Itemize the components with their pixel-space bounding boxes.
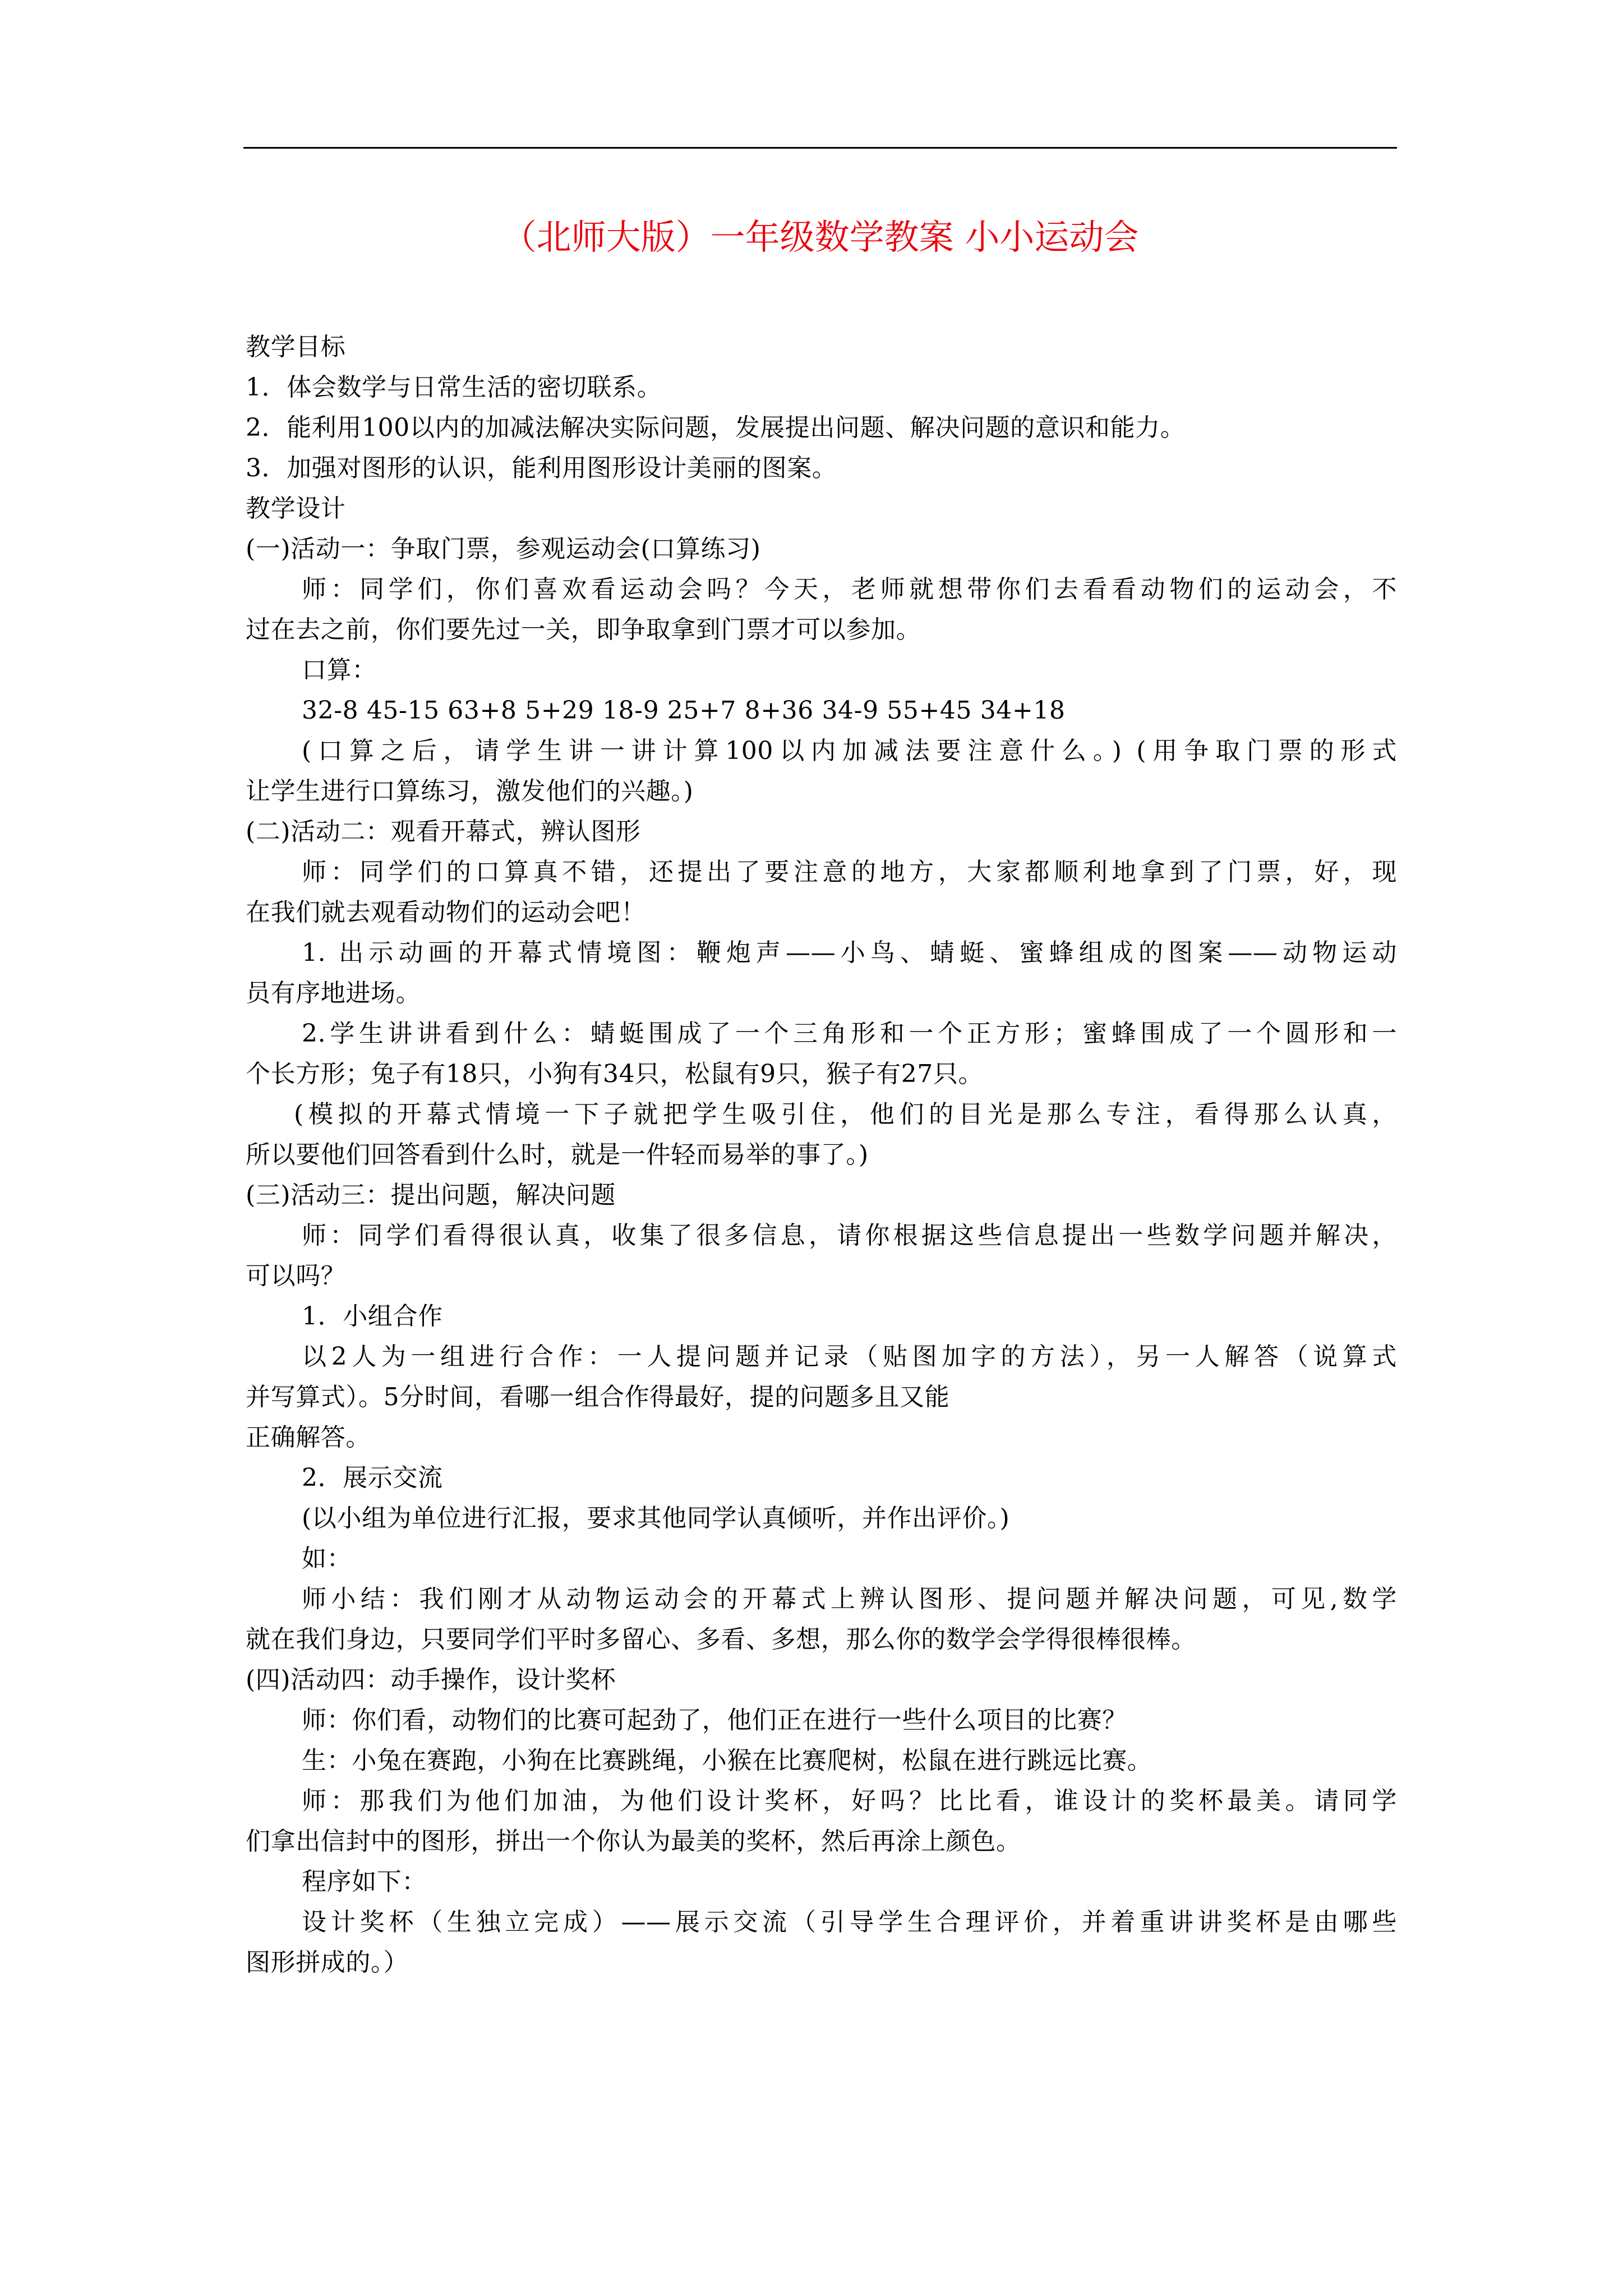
body-line: 2．展示交流: [302, 1464, 443, 1492]
document-body: [246, 327, 1397, 1983]
body-line: 过在去之前，你们要先过一关，即争取拿到门票才可以参加。: [246, 615, 921, 644]
body-line: 并写算式）。5分时间，看哪一组合作得最好，提的问题多且又能: [246, 1383, 950, 1411]
body-line: 师：同学们看得很认真，收集了很多信息，请你根据这些信息提出一些数学问题并解决，: [302, 1221, 1397, 1250]
body-line: 师：同学们的口算真不错，还提出了要注意的地方，大家都顺利地拿到了门票，好，现: [302, 858, 1397, 886]
body-line: 教学设计: [246, 494, 346, 523]
body-line: 师：同学们，你们喜欢看运动会吗？今天，老师就想带你们去看看动物们的运动会，不: [302, 575, 1397, 604]
body-line: (一)活动一：争取门票，参观运动会(口算练习): [246, 535, 761, 563]
body-line: 让学生进行口算练习，激发他们的兴趣。): [246, 777, 694, 806]
body-line: 1．体会数学与日常生活的密切联系。: [246, 373, 662, 402]
body-line: 所以要他们回答看到什么时，就是一件轻而易举的事了。): [246, 1140, 869, 1169]
body-line: 在我们就去观看动物们的运动会吧！: [246, 898, 646, 927]
body-line: 如：: [302, 1544, 352, 1573]
body-line: (模拟的开幕式情境一下子就把学生吸引住，他们的目光是那么专注，看得那么认真，: [294, 1100, 1397, 1129]
body-line: 2.学生讲讲看到什么：蜻蜓围成了一个三角形和一个正方形；蜜蜂围成了一个圆形和一: [302, 1019, 1397, 1048]
body-line: 程序如下：: [302, 1867, 427, 1896]
body-line: 可以吗？: [246, 1262, 346, 1290]
body-line: 生：小兔在赛跑，小狗在比赛跳绳，小猴在比赛爬树，松鼠在进行跳远比赛。: [302, 1746, 1152, 1775]
body-line: (三)活动三：提出问题，解决问题: [246, 1181, 616, 1209]
document-title: （北师大版）一年级数学教案 小小运动会: [501, 217, 1139, 257]
body-line: 师：你们看，动物们的比赛可起劲了，他们正在进行一些什么项目的比赛？: [302, 1706, 1127, 1734]
body-line: 正确解答。: [246, 1423, 371, 1452]
body-line: 就在我们身边，只要同学们平时多留心、多看、多想，那么你的数学会学得很棒很棒。: [246, 1625, 1196, 1654]
body-line: (二)活动二：观看开幕式，辨认图形: [246, 817, 641, 846]
body-line: 1．小组合作: [302, 1302, 443, 1331]
body-line: 图形拼成的。）: [246, 1948, 409, 1977]
body-line: 3．加强对图形的认识，能利用图形设计美丽的图案。: [246, 454, 837, 482]
body-line: (四)活动四：动手操作，设计奖杯: [246, 1665, 616, 1694]
body-line: 设计奖杯（生独立完成）——展示交流（引导学生合理评价，并着重讲讲奖杯是由哪些: [302, 1908, 1397, 1936]
body-line: 师小结：我们刚才从动物运动会的开幕式上辨认图形、提问题并解决问题，可见,数学: [302, 1585, 1397, 1613]
header-rule: [243, 147, 1397, 149]
body-line: 1. 出示动画的开幕式情境图：鞭炮声——小鸟、蜻蜓、蜜蜂组成的图案——动物运动: [302, 938, 1397, 967]
body-line: 教学目标: [246, 333, 346, 361]
body-line: 32-8 45-15 63+8 5+29 18-9 25+7 8+36 34-9 55+45 34+18: [302, 696, 1066, 725]
body-line: 个长方形；兔子有18只，小狗有34只，松鼠有9只，猴子有27只。: [246, 1060, 984, 1088]
body-line: (口算之后，请学生讲一讲计算100以内加减法要注意什么。) (用争取门票的形式: [302, 737, 1397, 765]
body-line: 2．能利用100以内的加减法解决实际问题，发展提出问题、解决问题的意识和能力。: [246, 413, 1186, 442]
body-line: 以2人为一组进行合作：一人提问题并记录（贴图加字的方法），另一人解答（说算式: [302, 1342, 1397, 1371]
body-line: 们拿出信封中的图形，拼出一个你认为最美的奖杯，然后再涂上颜色。: [246, 1827, 1021, 1856]
body-line: (以小组为单位进行汇报，要求其他同学认真倾听，并作出评价。): [302, 1504, 1010, 1533]
body-line: 口算：: [302, 656, 377, 684]
body-line: 师：那我们为他们加油，为他们设计奖杯，好吗？比比看，谁设计的奖杯最美。请同学: [302, 1787, 1397, 1815]
body-line: 员有序地进场。: [246, 979, 421, 1007]
